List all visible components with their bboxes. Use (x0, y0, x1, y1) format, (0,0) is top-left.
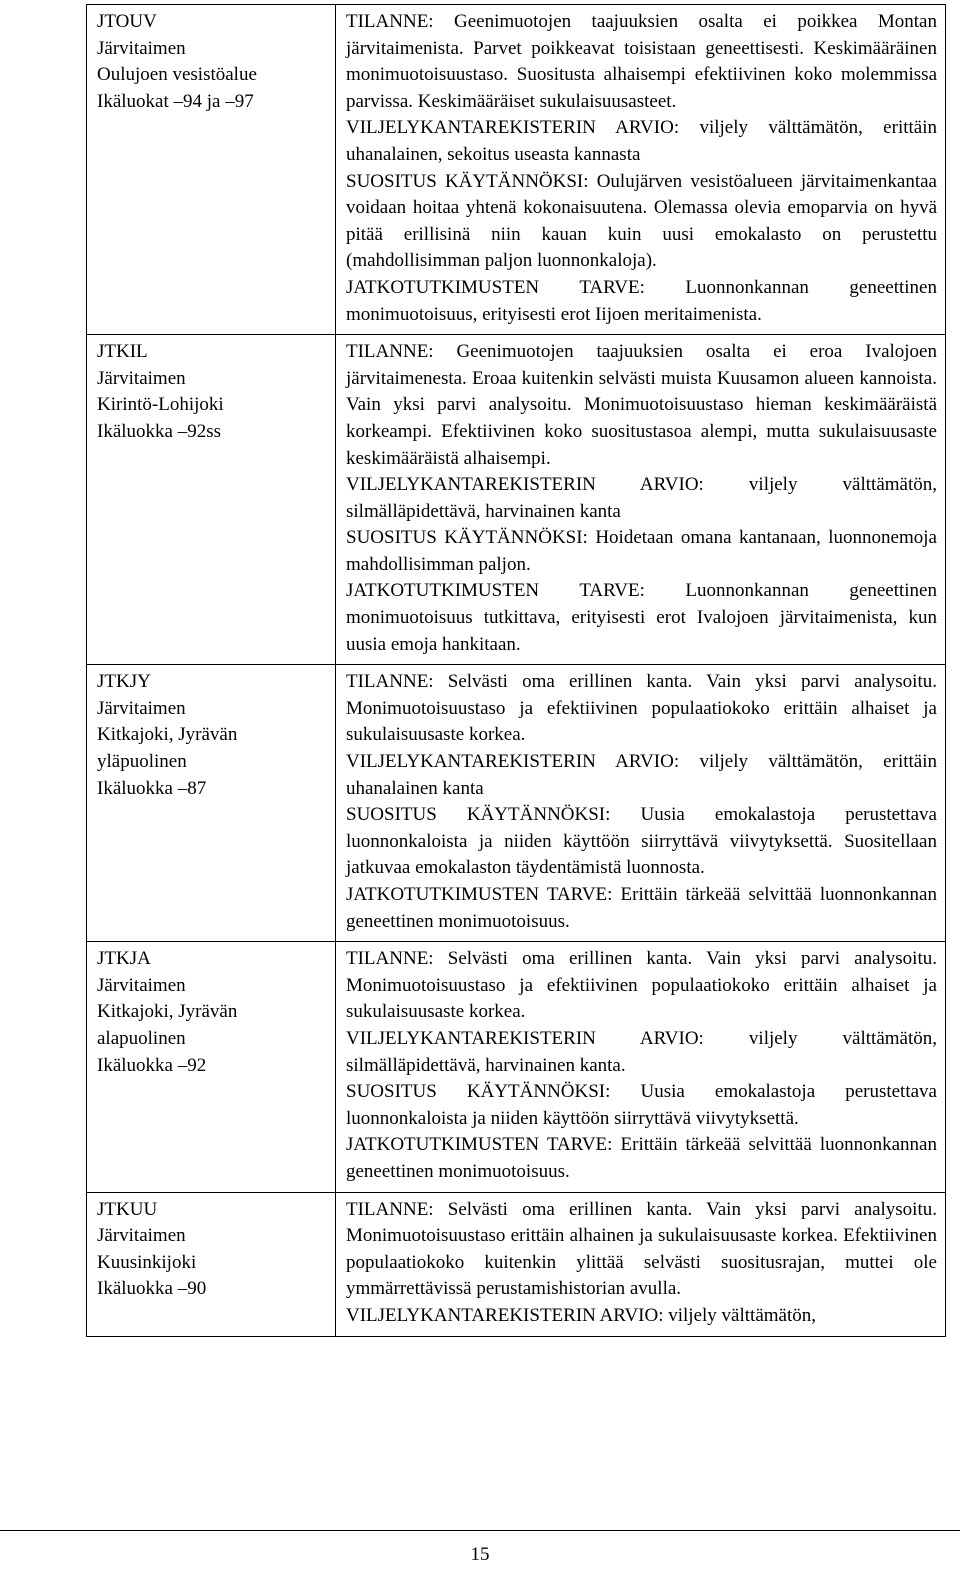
stock-info-line: Kirintö-Lohijoki (97, 394, 224, 416)
stock-info-line: JTKJA (97, 948, 151, 970)
assessment-paragraph: JATKOTUTKIMUSTEN TARVE: Erittäin tärkeää selvittää luonnonkannan geneettinen monimuotoisuus. (346, 1134, 937, 1182)
stock-info-line: Ikäluokka –92ss (97, 420, 222, 442)
stock-info-line: JTKUU (97, 1198, 158, 1220)
assessment-paragraph: TILANNE: Selvästi oma erillinen kanta. Vain yksi parvi analysoitu. Monimuotoisuustaso ja efektiivinen populaatiokoko erittäin alhaiset ja sukulaisuusaste korkea. (346, 948, 937, 1023)
stock-assessment-cell (336, 665, 946, 942)
stock-identifier-cell (87, 1192, 336, 1336)
footer-rule (0, 1530, 960, 1531)
stock-info-line: Ikäluokka –90 (97, 1278, 207, 1300)
assessment-paragraph: VILJELYKANTAREKISTERIN ARVIO: viljely välttämätön, (346, 1304, 816, 1326)
stock-info-line: Ikäluokat –94 ja –97 (97, 90, 254, 112)
assessment-paragraph: VILJELYKANTAREKISTERIN ARVIO: viljely välttämätön, silmälläpidettävä, harvinainen kanta. (346, 1027, 937, 1076)
assessment-paragraph: TILANNE: Geenimuotojen taajuuksien osalta ei poikkea Montan järvitaimenista. Parvet poikkeavat toisistaan geneettisesti. Keskimääräinen monimuotoisuustaso. Suositusta alhaisempi efektiivinen koko molemmissa parvissa. Keskimääräiset sukulaisuusasteet. (346, 11, 937, 112)
table-body (87, 5, 946, 1337)
stock-info-line: Järvitaimen (97, 37, 186, 59)
stock-assessment-table (86, 4, 946, 1337)
stock-info-line: JTOUV (97, 11, 157, 32)
assessment-paragraph: VILJELYKANTAREKISTERIN ARVIO: viljely välttämätön, erittäin uhanalainen kanta (346, 751, 937, 799)
stock-identifier-cell (87, 665, 336, 942)
table-row (87, 942, 946, 1192)
assessment-paragraph: JATKOTUTKIMUSTEN TARVE: Luonnonkannan geneettinen monimuotoisuus tutkittava, erityisesti erot Ivalojoen järvitaimenista, kun uusia emoja hankitaan. (346, 580, 937, 655)
stock-identifier-cell (87, 335, 336, 665)
stock-info-line: Kuusinkijoki (97, 1251, 197, 1273)
assessment-paragraph: SUOSITUS KÄYTÄNNÖKSI: Uusia emokalastoja perustettava luonnonkaloista ja niiden käyttöön siirryttävä viivytyksettä. (346, 1081, 937, 1129)
assessment-paragraph: JATKOTUTKIMUSTEN TARVE: Erittäin tärkeää selvittää luonnonkannan geneettinen monimuotoisuus. (346, 884, 937, 932)
table-row (87, 665, 946, 942)
stock-info-line: Ikäluokka –87 (97, 777, 207, 799)
stock-identifier-cell (87, 942, 336, 1192)
stock-info-line: Järvitaimen (97, 974, 186, 996)
assessment-paragraph: TILANNE: Geenimuotojen taajuuksien osalta ei eroa Ivalojoen järvitaimenesta. Eroaa kuitenkin selvästi muista Kuusamon alueen kannoista. Vain yksi parvi analysoitu. Monimuotoisuustaso hieman keskimääräistä korkeampi. Efektiivinen koko suositustasoa alempi, mutta sukulaisuusaste keskimääräistä alhaisempi. (346, 341, 937, 469)
page-number: 15 (470, 1544, 490, 1565)
stock-info-line: Kitkajoki, Jyrävän yläpuolinen (97, 724, 238, 773)
stock-info-line: Järvitaimen (97, 367, 186, 389)
stock-assessment-cell (336, 5, 946, 335)
assessment-paragraph: SUOSITUS KÄYTÄNNÖKSI: Hoidetaan omana kantanaan, luonnonemoja mahdollisimman paljon. (346, 527, 937, 575)
assessment-paragraph: TILANNE: Selvästi oma erillinen kanta. Vain yksi parvi analysoitu. Monimuotoisuustaso ja efektiivinen populaatiokoko erittäin alhaiset ja sukulaisuusaste korkea. (346, 671, 937, 746)
stock-assessment-cell (336, 1192, 946, 1336)
assessment-paragraph: JATKOTUTKIMUSTEN TARVE: Luonnonkannan geneettinen monimuotoisuus, erityisesti erot Iijoen meritaimenista. (346, 276, 937, 325)
assessment-paragraph: TILANNE: Selvästi oma erillinen kanta. Vain yksi parvi analysoitu. Monimuotoisuustaso erittäin alhainen ja sukulaisuusaste korkea. Efektiivinen populaatiokoko kuitenkin ylittää selvästi suositusrajan, muttei ole ymmärrettävissä perustamishistorian avulla. (346, 1198, 937, 1300)
stock-info-line: JTKJY (97, 671, 151, 693)
stock-info-line: Kitkajoki, Jyrävän alapuolinen (97, 1001, 238, 1049)
assessment-paragraph: SUOSITUS KÄYTÄNNÖKSI: Uusia emokalastoja perustettava luonnonkaloista ja niiden käyttöön siirryttävä viivytyksettä. Suositellaan jatkuvaa emokalaston täydentämistä luonnosta. (346, 804, 937, 879)
stock-assessment-cell (336, 335, 946, 665)
stock-info-line: Oulujoen vesistöalue (97, 64, 257, 86)
stock-info-line: Järvitaimen (97, 1225, 186, 1247)
stock-info-line: Ikäluokka –92 (97, 1054, 207, 1076)
stock-info-line: JTKIL (97, 341, 148, 363)
table-row (87, 5, 946, 335)
stock-assessment-cell (336, 942, 946, 1192)
assessment-paragraph: VILJELYKANTAREKISTERIN ARVIO: viljely välttämätön, silmälläpidettävä, harvinainen kanta (346, 474, 937, 522)
table-row (87, 1192, 946, 1336)
table-row (87, 335, 946, 665)
stock-info-line: Järvitaimen (97, 697, 186, 719)
assessment-paragraph: SUOSITUS KÄYTÄNNÖKSI: Oulujärven vesistöalueen järvitaimenkantaa voidaan hoitaa yhtenä kokonaisuutena. Olemassa olevia emoparvia on hyvä pitää erillisinä niin kauan kuin uusi emokalasto on perustettu (mahdollisimman paljon luonnonkaloja). (346, 170, 937, 272)
assessment-paragraph: VILJELYKANTAREKISTERIN ARVIO: viljely välttämätön, erittäin uhanalainen, sekoitus useasta kannasta (346, 117, 937, 165)
stock-identifier-cell (87, 5, 336, 335)
